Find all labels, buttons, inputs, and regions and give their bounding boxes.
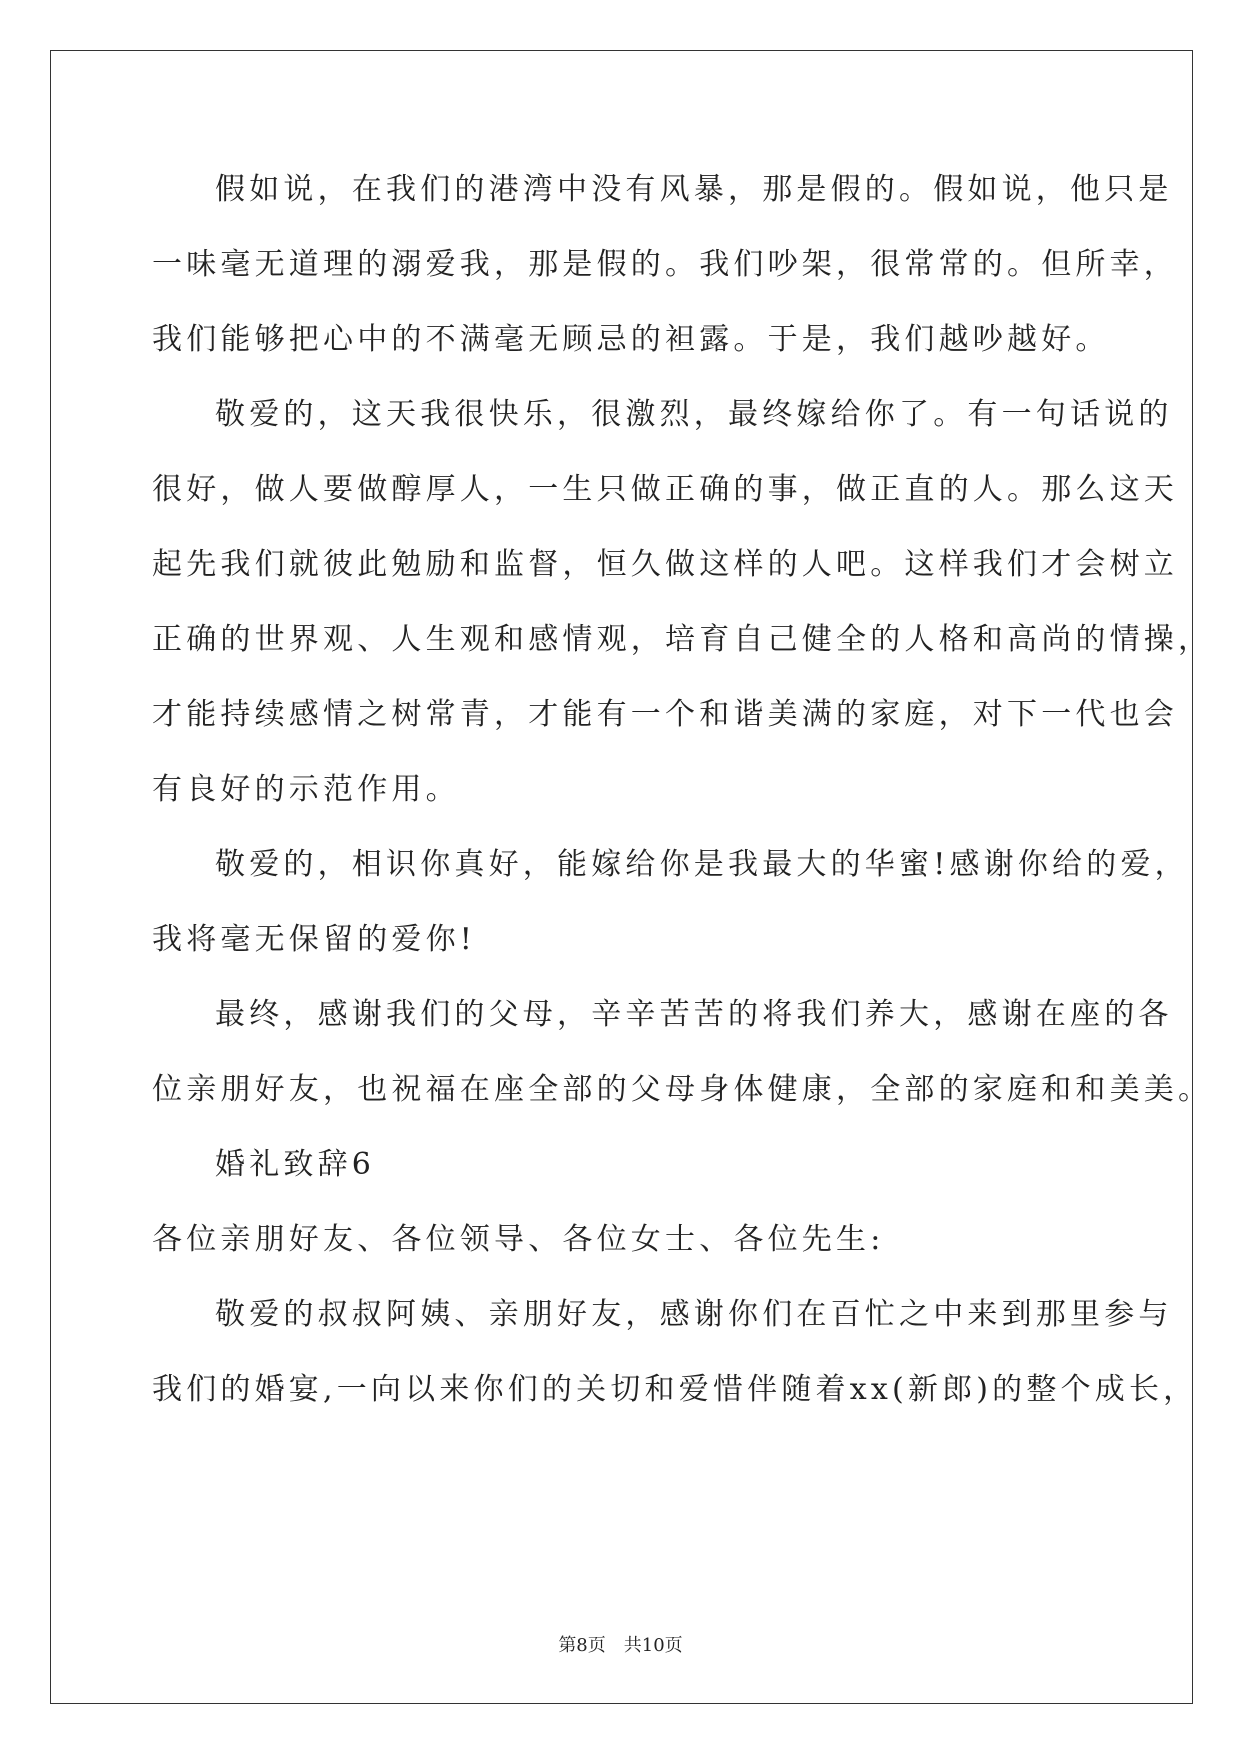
paragraph-line: 起先我们就彼此勉励和监督，恒久做这样的人吧。这样我们才会树立 [152,547,1178,582]
paragraph-line: 有良好的示范作用。 [152,772,460,807]
paragraph-line: 很好，做人要做醇厚人，一生只做正确的事，做正直的人。那么这天 [152,472,1178,507]
paragraph-line: 我们的婚宴,一向以来你们的关切和爱惜伴随着xx(新郎)的整个成长， [152,1372,1198,1407]
paragraph-line: 敬爱的，这天我很快乐，很激烈，最终嫁给你了。有一句话说的 [215,397,1173,432]
page-total: 共10页 [623,1635,683,1656]
paragraph-line: 位亲朋好友，也祝福在座全部的父母身体健康，全部的家庭和和美美。 [152,1072,1213,1107]
paragraph-line: 我将毫无保留的爱你! [152,922,477,957]
paragraph-line: 正确的世界观、人生观和感情观，培育自己健全的人格和高尚的情操， [152,622,1213,657]
salutation-line: 各位亲朋好友、各位领导、各位女士、各位先生: [152,1222,885,1257]
page-number: 第8页 [558,1635,606,1656]
paragraph-line: 最终，感谢我们的父母，辛辛苦苦的将我们养大，感谢在座的各 [215,997,1173,1032]
document-body [152,162,1213,1437]
paragraph-line: 一味毫无道理的溺爱我，那是假的。我们吵架，很常常的。但所幸， [152,247,1178,282]
paragraph-line: 才能持续感情之树常青，才能有一个和谐美满的家庭，对下一代也会 [152,697,1178,732]
page-footer [0,1634,1241,1658]
paragraph-line: 假如说，在我们的港湾中没有风暴，那是假的。假如说，他只是 [215,172,1173,207]
paragraph-line: 我们能够把心中的不满毫无顾忌的袒露。于是，我们越吵越好。 [152,322,1110,357]
paragraph-line: 敬爱的，相识你真好，能嫁给你是我最大的华蜜!感谢你给的爱， [215,847,1189,882]
paragraph-line: 敬爱的叔叔阿姨、亲朋好友，感谢你们在百忙之中来到那里参与 [215,1297,1173,1332]
section-heading: 婚礼致辞6 [215,1147,376,1182]
